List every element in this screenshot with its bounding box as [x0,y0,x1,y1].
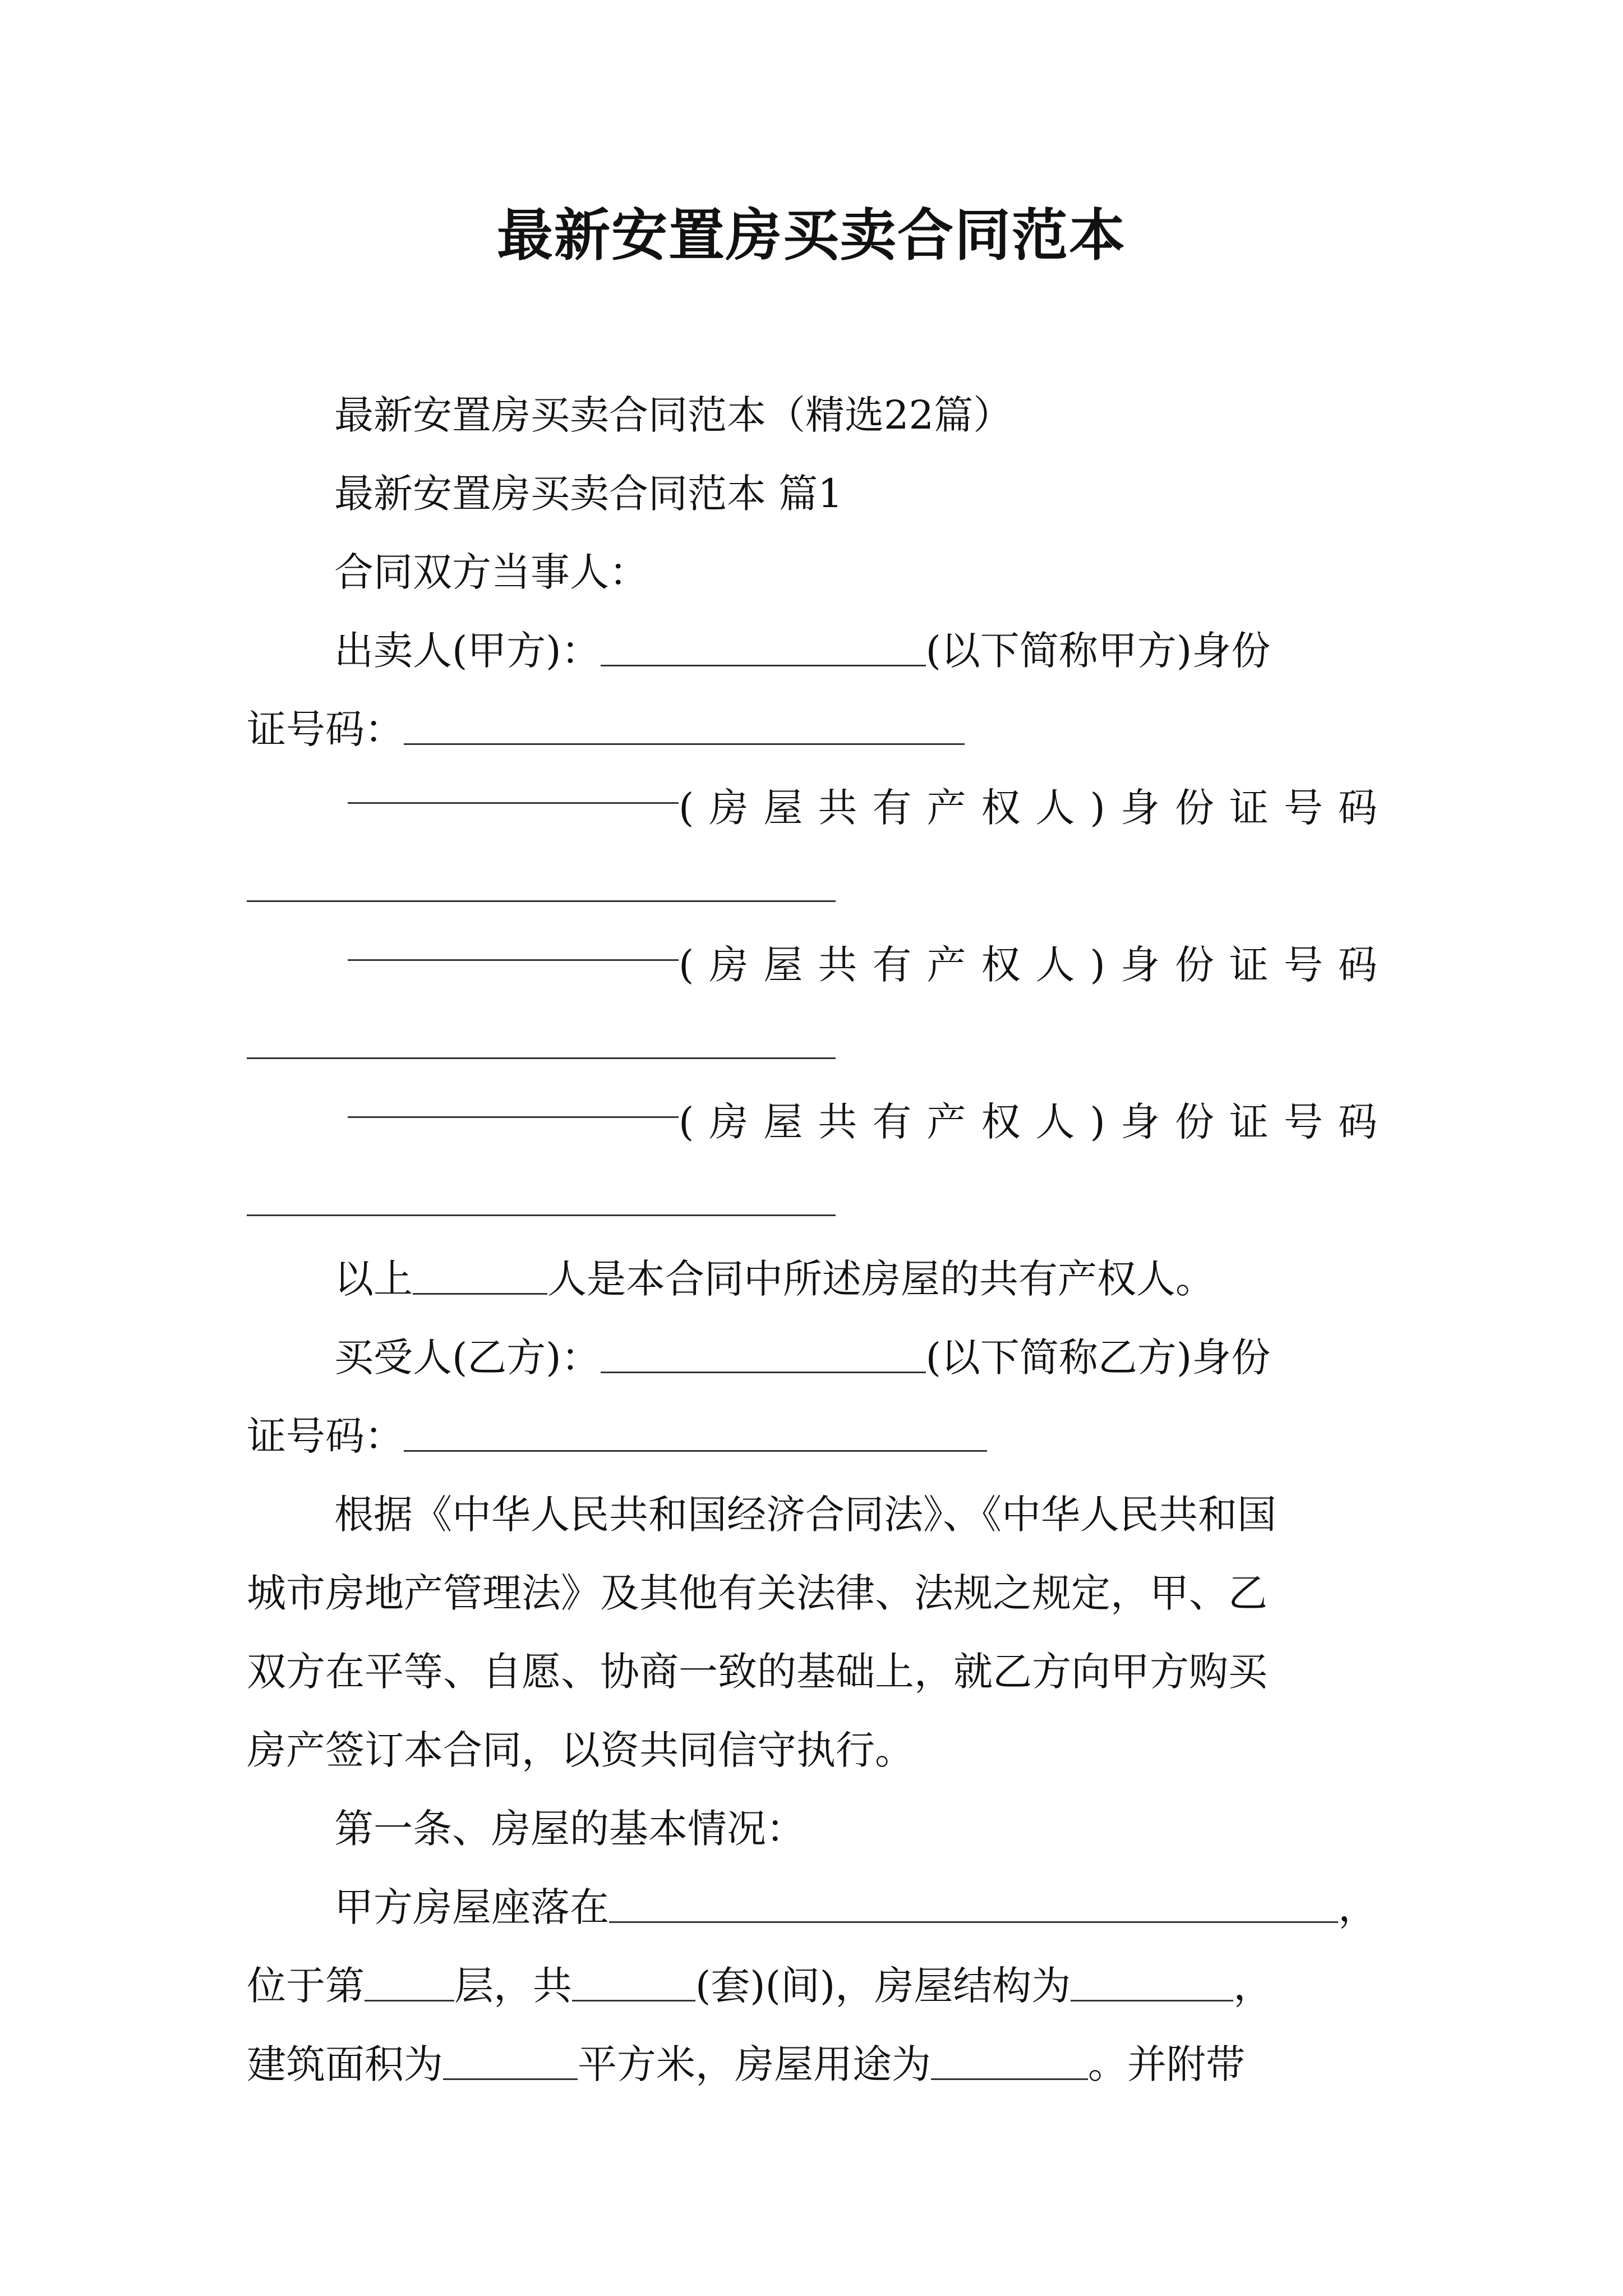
floor-blank[interactable] [365,1966,454,2001]
seller-id-line [247,690,1385,769]
co-owner-count-blank[interactable] [413,1259,547,1295]
seller-label: 出卖人(甲方)： [334,628,601,674]
buyer-line [247,1318,1385,1397]
units-blank[interactable] [572,1966,695,2001]
basis-line-1: 根据《中华人民共和国经济合同法》、《中华人民共和国 [334,1492,1276,1538]
co-owner-id-blank-2[interactable] [247,1024,836,1059]
buyer-label: 买受人(乙方)： [334,1335,601,1381]
article1-floor-line [247,1947,1385,2025]
co-owner-line-1 [247,769,1385,847]
co-owner-line-2 [247,926,1385,1004]
location-blank[interactable] [609,1888,1338,1923]
area-blank[interactable] [443,2045,578,2080]
co-owner-count-suffix: 人是本合同中所述房屋的共有产权人。 [547,1256,1215,1302]
co-owner-line-3 [247,1083,1385,1161]
basis-line-3: 双方在平等、自愿、协商一致的基础上，就乙方向甲方购买 [247,1649,1267,1695]
use-suffix: 。并附带 [1088,2041,1245,2087]
co-owner-id-line-1 [247,847,1385,926]
co-owner-name-blank-3[interactable] [348,1083,679,1118]
seller-id-label: 证号码： [247,706,404,752]
buyer-id-line [247,1397,1385,1475]
floor-mid: 层，共 [454,1963,572,2009]
seller-alias: (以下简称甲方)身份 [925,628,1271,674]
co-owner-count-line [247,1240,1385,1318]
document-body [247,376,1385,2104]
floor-prefix: 位于第 [247,1963,365,2009]
buyer-alias: (以下简称乙方)身份 [925,1335,1271,1381]
co-owner-label-3: (房屋共有产权人)身份证号码 [679,1099,1385,1145]
buyer-id-blank[interactable] [404,1416,987,1452]
basis-line-2: 城市房地产管理法》及其他有关法律、法规之规定，甲、乙 [247,1570,1267,1616]
seller-name-blank[interactable] [601,631,926,666]
structure-suffix: ， [1233,1963,1273,2009]
buyer-id-label: 证号码： [247,1413,404,1459]
units-mid: (套)(间)，房屋结构为 [695,1963,1071,2009]
document-title: 最新安置房买卖合同范本 [497,203,1126,268]
parties-heading: 合同双方当事人： [334,549,648,595]
area-mid: 平方米，房屋用途为 [578,2041,931,2087]
document-subtitle: 最新安置房买卖合同范本（精选22篇） [334,392,1013,438]
article1-location-line [247,1868,1385,1947]
co-owner-id-blank-1[interactable] [247,867,836,902]
seller-id-blank[interactable] [404,710,965,745]
co-owner-id-line-2 [247,1004,1385,1083]
structure-blank[interactable] [1071,1966,1233,2001]
co-owner-label-1: (房屋共有产权人)身份证号码 [679,785,1385,831]
section-heading: 最新安置房买卖合同范本 篇1 [334,471,843,517]
co-owner-name-blank-2[interactable] [348,926,679,961]
basis-line-4: 房产签订本合同，以资共同信守执行。 [247,1727,914,1773]
buyer-name-blank[interactable] [601,1338,926,1373]
location-suffix: ， [1338,1884,1377,1930]
co-owner-name-blank-1[interactable] [348,769,679,804]
co-owner-count-prefix: 以上 [334,1256,413,1302]
area-prefix: 建筑面积为 [247,2041,443,2087]
location-prefix: 甲方房屋座落在 [334,1884,609,1930]
co-owner-id-line-3 [247,1161,1385,1240]
article1-area-line [247,2025,1385,2104]
use-blank[interactable] [931,2045,1088,2080]
co-owner-id-blank-3[interactable] [247,1181,836,1216]
co-owner-label-2: (房屋共有产权人)身份证号码 [679,942,1385,988]
article1-heading: 第一条、房屋的基本情况： [334,1806,805,1852]
seller-line [247,611,1385,690]
